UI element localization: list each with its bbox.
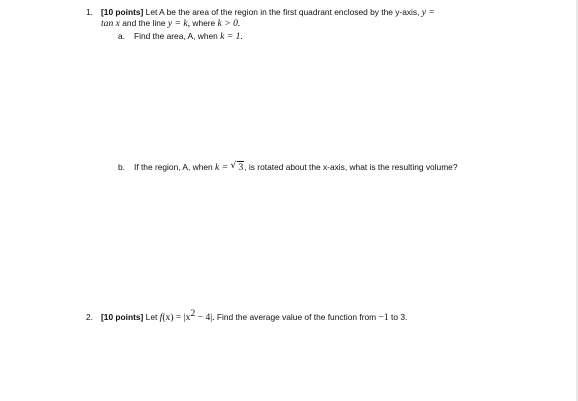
equation: k = <box>215 162 229 173</box>
function-expression: (x) = |x <box>162 312 191 323</box>
interval-end: 3. <box>400 312 408 322</box>
problem-1-part-a <box>118 31 243 42</box>
problem-1 <box>86 7 536 29</box>
part-text: Find the area, A, when <box>134 31 218 41</box>
part-label: a. <box>118 31 125 41</box>
problem-number: 1. <box>86 7 93 17</box>
problem-text: where <box>192 18 216 28</box>
part-text: , is rotated about the x-axis, what is the resulting volume? <box>244 162 458 172</box>
part-text: If the region, A, when <box>134 162 213 172</box>
equation: y = <box>421 7 435 18</box>
problem-text: Find the average value of the function from <box>216 312 377 322</box>
problem-2-line-1 <box>86 308 536 323</box>
points-label: [10 points] <box>101 7 144 17</box>
problem-text: Let <box>145 312 158 322</box>
equation: y = k, <box>167 18 191 29</box>
function-name: f <box>159 312 163 323</box>
radical-sign: √ <box>230 161 237 171</box>
equation: k > 0. <box>217 18 241 29</box>
problem-text: and the line <box>122 18 166 28</box>
equation: k = 1. <box>220 31 243 42</box>
function-expression-rest: − 4|. <box>195 312 215 323</box>
problem-1-line-2 <box>86 18 536 29</box>
problem-1-part-b <box>118 162 458 173</box>
problem-text: to <box>391 312 399 322</box>
problem-1-line-1 <box>86 7 536 18</box>
equation: tan x <box>101 18 120 29</box>
radicand: 3 <box>238 162 244 173</box>
points-label: [10 points] <box>101 312 144 322</box>
problem-number: 2. <box>86 312 93 322</box>
exponent: 2 <box>190 308 196 320</box>
square-root <box>230 162 244 173</box>
problem-2 <box>86 308 536 323</box>
part-label: b. <box>118 162 125 172</box>
interval-start: −1 <box>378 312 389 323</box>
problem-text: Let A be the area of the region in the first quadrant enclosed by the y-axis, <box>145 7 420 17</box>
